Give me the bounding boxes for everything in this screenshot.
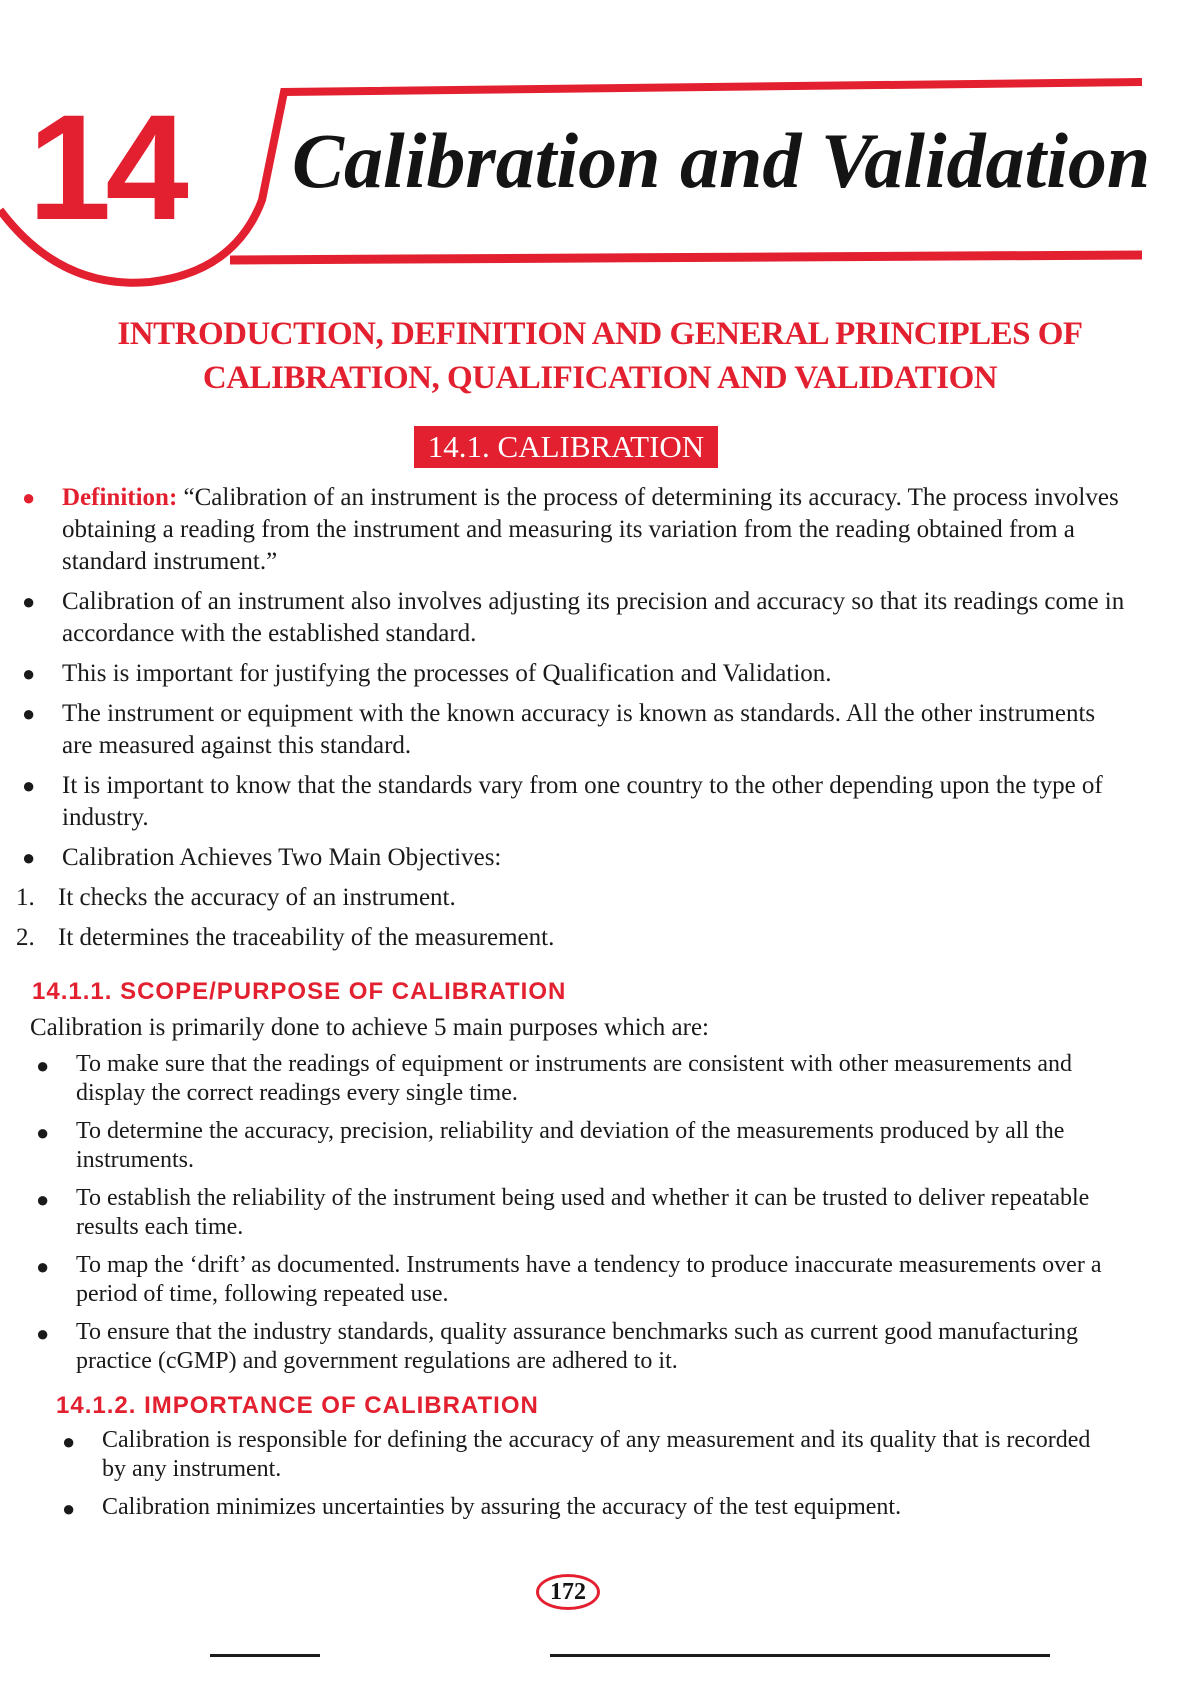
section-heading-line1: INTRODUCTION, DEFINITION AND GENERAL PRINCIPLES OF bbox=[117, 316, 1083, 352]
bullet-icon: ● bbox=[62, 1496, 76, 1521]
scope-content bbox=[30, 1050, 1120, 1385]
importance-content bbox=[56, 1426, 1106, 1531]
bullet-icon: ● bbox=[36, 1321, 50, 1346]
bullet-icon: ● bbox=[22, 701, 36, 726]
bullet-icon: ● bbox=[22, 485, 36, 510]
objective-number: 1. bbox=[16, 884, 35, 911]
list-item bbox=[30, 1050, 1120, 1108]
definition-text: “Calibration of an instrument is the process of determining its accuracy. The process involves obtaining a reading from the instrument and measuring its variation from the reading obtained from a standard instrument.” bbox=[62, 484, 1119, 575]
list-item bbox=[30, 1117, 1120, 1175]
bullet-icon: ● bbox=[22, 845, 36, 870]
bullet-icon: ● bbox=[36, 1120, 50, 1145]
list-item-text: Calibration is responsible for defining the accuracy of any measurement and its quality that is recorded by any instrument. bbox=[102, 1427, 1091, 1482]
page-number: 172 bbox=[536, 1574, 600, 1610]
scope-intro: Calibration is primarily done to achieve 5 main purposes which are: bbox=[30, 1014, 709, 1041]
footer-rule-left bbox=[210, 1654, 320, 1657]
footer-rule-right bbox=[550, 1654, 1050, 1657]
importance-heading: 14.1.2. IMPORTANCE OF CALIBRATION bbox=[56, 1392, 539, 1419]
section-heading-line2: CALIBRATION, QUALIFICATION AND VALIDATION bbox=[202, 360, 998, 396]
header-underline bbox=[230, 255, 1142, 260]
chapter-title: Calibration and Validation bbox=[292, 117, 1151, 204]
section-badge: 14.1. CALIBRATION bbox=[414, 426, 718, 468]
list-item-text: To determine the accuracy, precision, reliability and deviation of the measurements produced by all the instruments. bbox=[76, 1118, 1065, 1173]
list-item bbox=[56, 1426, 1106, 1484]
list-item-text: Calibration Achieves Two Main Objectives: bbox=[62, 844, 502, 871]
bullet-icon: ● bbox=[36, 1187, 50, 1212]
list-item-text: To establish the reliability of the instrument being used and whether it can be trusted to deliver repeatable results each time. bbox=[76, 1185, 1090, 1240]
bullet-icon: ● bbox=[36, 1254, 50, 1279]
list-item bbox=[16, 658, 1131, 690]
definition-item bbox=[16, 482, 1131, 578]
list-item-text: To map the ‘drift’ as documented. Instruments have a tendency to produce inaccurate measurements over a period of time, following repeated use. bbox=[76, 1252, 1102, 1307]
bullet-icon: ● bbox=[22, 589, 36, 614]
list-item-text: The instrument or equipment with the known accuracy is known as standards. All the other instruments are measured against this standard. bbox=[62, 700, 1096, 759]
objective-item bbox=[16, 922, 1131, 954]
list-item-text: To make sure that the readings of equipment or instruments are consistent with other measurements and display the correct readings every single time. bbox=[76, 1051, 1073, 1106]
list-item bbox=[16, 586, 1131, 650]
list-item bbox=[30, 1318, 1120, 1376]
list-item bbox=[56, 1493, 1106, 1522]
bullet-icon: ● bbox=[36, 1053, 50, 1078]
list-item bbox=[30, 1251, 1120, 1309]
calibration-bullet-list bbox=[16, 482, 1131, 874]
scope-bullet-list bbox=[30, 1050, 1120, 1376]
list-item-text: Calibration of an instrument also involves adjusting its precision and accuracy so that its readings come in accordance with the established standard. bbox=[62, 588, 1125, 647]
objectives-list bbox=[16, 882, 1131, 954]
objective-number: 2. bbox=[16, 924, 35, 951]
bullet-icon: ● bbox=[62, 1429, 76, 1454]
list-item bbox=[16, 842, 1131, 874]
list-item-text: To ensure that the industry standards, quality assurance benchmarks such as current good manufacturing practice (cGMP) and government regulations are adhered to it. bbox=[76, 1319, 1079, 1374]
definition-label: Definition: bbox=[62, 484, 178, 511]
list-item bbox=[16, 698, 1131, 762]
bullet-icon: ● bbox=[22, 773, 36, 798]
chapter-number: 14 bbox=[28, 83, 183, 251]
list-item-text: This is important for justifying the processes of Qualification and Validation. bbox=[62, 660, 832, 687]
objective-text: It checks the accuracy of an instrument. bbox=[58, 884, 456, 911]
list-item bbox=[30, 1184, 1120, 1242]
objective-item bbox=[16, 882, 1131, 914]
scope-heading: 14.1.1. SCOPE/PURPOSE OF CALIBRATION bbox=[32, 978, 567, 1005]
objective-text: It determines the traceability of the measurement. bbox=[58, 924, 555, 951]
bullet-icon: ● bbox=[22, 661, 36, 686]
list-item-text: It is important to know that the standards vary from one country to the other depending upon the type of industry. bbox=[62, 772, 1103, 831]
list-item bbox=[16, 770, 1131, 834]
section-heading bbox=[60, 312, 1140, 400]
calibration-content bbox=[16, 482, 1131, 962]
list-item-text: Calibration minimizes uncertainties by assuring the accuracy of the test equipment. bbox=[102, 1494, 902, 1520]
importance-bullet-list bbox=[56, 1426, 1106, 1522]
